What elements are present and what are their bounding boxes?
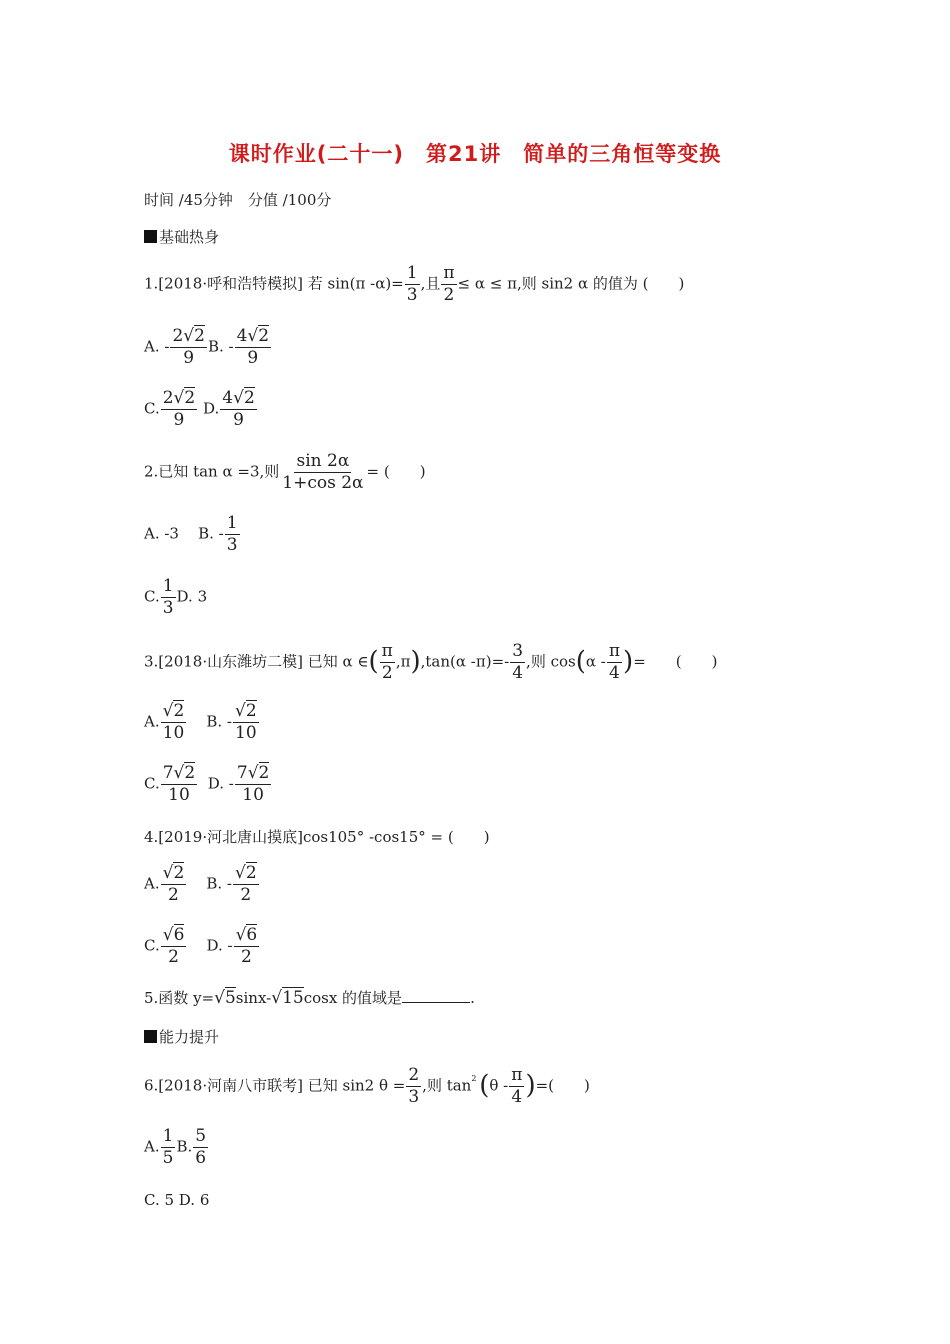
q1-b-radicand: 2 xyxy=(258,326,270,346)
q3-frac-3 xyxy=(607,642,622,683)
q1-stem-a: 1.[2018·呼和浩特模拟] 若 sin(π -α)= xyxy=(144,274,404,293)
sqrt-icon: √ xyxy=(247,763,259,783)
q2-b-den: 3 xyxy=(226,535,238,555)
q3-frac3-num: π xyxy=(608,641,621,661)
q2-option-c-label: C. xyxy=(144,587,160,606)
sqrt-icon: √ xyxy=(183,326,195,346)
q1-c-radicand: 2 xyxy=(184,388,196,408)
q3-stem-c: ,tan(α -π)=- xyxy=(420,652,510,671)
q3-option-b-label: B. - xyxy=(206,712,232,731)
right-paren-icon: ) xyxy=(623,646,634,677)
sqrt-icon: √ xyxy=(235,701,246,721)
q3-c-radicand: 2 xyxy=(184,763,196,783)
q4-b-den: 2 xyxy=(240,885,252,905)
q4-options-cd xyxy=(144,926,260,967)
q6-stem-a: 6.[2018·河南八市联考] 已知 sin2 θ = xyxy=(144,1076,406,1095)
time-score-meta: 时间 ∕45分钟 分值 ∕100分 xyxy=(144,191,332,209)
q6-frac1-den: 3 xyxy=(408,1087,420,1107)
q1-option-b-label: B. - xyxy=(207,337,234,356)
q3-stem-f: = ( ) xyxy=(633,652,718,671)
q6-option-b-label: B. xyxy=(176,1137,193,1156)
q6-options-ab xyxy=(144,1127,209,1168)
q2-option-a: A. -3 xyxy=(144,524,179,543)
sqrt-icon: √ xyxy=(247,326,259,346)
q2-frac-den: 1+cos 2α xyxy=(282,473,364,493)
section-basic-label: 基础热身 xyxy=(159,228,220,246)
q6-frac-2 xyxy=(509,1066,524,1107)
q4-option-a-label: A. xyxy=(144,874,160,893)
q1-b-den: 9 xyxy=(247,348,259,368)
q5-radicand-1: 5 xyxy=(224,988,236,1008)
question-5-stem xyxy=(144,988,475,1008)
q3-frac2-num: 3 xyxy=(512,641,524,661)
q3-option-a-label: A. xyxy=(144,712,160,731)
q2-option-d: D. 3 xyxy=(176,587,208,606)
q3-c-coef: 7 xyxy=(162,763,174,783)
sqrt-icon: √ xyxy=(235,863,246,883)
q5-stem-a: 5.函数 y= xyxy=(144,989,215,1007)
sqrt-icon: √ xyxy=(162,925,174,945)
q1-options-ab xyxy=(144,327,272,368)
sqrt-icon: √ xyxy=(271,988,283,1008)
q1-option-a-label: A. - xyxy=(144,337,170,356)
q3-frac-1 xyxy=(380,642,395,683)
q3-stem-e: α - xyxy=(585,652,606,671)
q3-stem-a: 3.[2018·山东潍坊二模] 已知 α ∈ xyxy=(144,652,369,671)
q1-c-den: 9 xyxy=(173,410,185,430)
q1-stem-b: ,且 xyxy=(420,274,441,293)
q2-option-c-value xyxy=(161,577,176,618)
q3-d-den: 10 xyxy=(242,785,264,805)
section-advanced-label: 能力提升 xyxy=(159,1028,220,1046)
left-paren-icon: ( xyxy=(575,646,586,677)
right-paren-icon: ) xyxy=(410,646,421,677)
q4-option-c-label: C. xyxy=(144,936,160,955)
answer-blank xyxy=(402,988,470,1003)
section-advanced xyxy=(144,1026,219,1047)
q6-b-num: 5 xyxy=(195,1126,207,1146)
question-1-stem xyxy=(144,264,684,305)
q2-c-den: 3 xyxy=(162,598,174,618)
q3-option-c-label: C. xyxy=(144,774,160,793)
q5-radicand-2: 15 xyxy=(282,988,304,1008)
q5-stem-c: cosx 的值域是 xyxy=(303,989,403,1007)
q4-d-den: 2 xyxy=(241,947,252,967)
q1-b-coef: 4 xyxy=(236,326,248,346)
q2-options-ab xyxy=(144,514,241,555)
sqrt-icon: √ xyxy=(233,388,244,408)
q6-frac2-num: π xyxy=(511,1065,523,1085)
q6-frac-1 xyxy=(406,1066,421,1107)
q4-option-d-label: D. - xyxy=(206,936,233,955)
q6-options-cd: C. 5 D. 6 xyxy=(144,1191,210,1209)
q3-a-den: 10 xyxy=(162,723,185,743)
q6-option-a-label: A. xyxy=(144,1137,160,1156)
q3-d-radicand: 2 xyxy=(258,763,270,783)
q1-frac2-den: 2 xyxy=(443,285,455,305)
q3-stem-d: ,则 cos xyxy=(526,652,576,671)
q4-c-radicand: 6 xyxy=(173,925,185,945)
q2-c-num: 1 xyxy=(162,576,174,596)
q3-d-coef: 7 xyxy=(236,763,248,783)
right-paren-icon: ) xyxy=(525,1070,536,1101)
q4-option-b-label: B. - xyxy=(206,874,232,893)
q4-c-den: 2 xyxy=(168,947,179,967)
q3-frac3-den: 4 xyxy=(609,663,620,683)
q1-frac-1 xyxy=(405,264,420,305)
left-paren-icon: ( xyxy=(368,646,379,677)
q1-a-den: 9 xyxy=(183,348,195,368)
q2-frac-num: sin 2α xyxy=(296,451,350,471)
q2-stem-a: 2.已知 tan α =3,则 xyxy=(144,462,280,481)
q1-a-coef: 2 xyxy=(172,326,184,346)
square-bullet-icon xyxy=(144,1030,157,1043)
q3-a-radicand: 2 xyxy=(173,701,185,721)
q3-c-den: 10 xyxy=(168,785,190,805)
q2-b-num: 1 xyxy=(226,513,238,533)
q3-b-den: 10 xyxy=(235,723,257,743)
q6-a-num: 1 xyxy=(162,1126,174,1146)
q6-b-den: 6 xyxy=(195,1148,207,1168)
sqrt-icon: √ xyxy=(214,988,225,1008)
q2-options-cd xyxy=(144,577,207,618)
q1-frac-2 xyxy=(441,264,456,305)
q1-option-c-value xyxy=(161,389,198,430)
q1-stem-c: ≤ α ≤ π,则 sin2 α 的值为 ( ) xyxy=(457,274,685,293)
q1-option-b-value xyxy=(235,327,272,368)
q3-option-d-label: D. - xyxy=(207,774,234,793)
section-basic xyxy=(144,226,219,247)
q1-option-a-value xyxy=(170,327,207,368)
q5-stem-d: . xyxy=(470,989,475,1007)
q4-option-c-value xyxy=(161,926,187,967)
question-6-stem xyxy=(144,1066,590,1107)
q6-superscript: 2 xyxy=(471,1073,477,1083)
q1-d-radicand: 2 xyxy=(243,388,255,408)
q3-frac1-num: π xyxy=(381,641,393,661)
sqrt-icon: √ xyxy=(162,701,174,721)
q2-stem-b: = ( ) xyxy=(366,462,426,481)
q3-option-d-value xyxy=(235,764,272,805)
q6-option-b-value xyxy=(193,1127,208,1168)
q3-option-b-value xyxy=(233,702,259,743)
square-bullet-icon xyxy=(144,230,157,243)
question-2-stem xyxy=(144,452,426,493)
q4-b-radicand: 2 xyxy=(245,863,257,883)
q4-d-radicand: 6 xyxy=(246,925,258,945)
q3-frac2-den: 4 xyxy=(512,663,524,683)
sqrt-icon: √ xyxy=(173,388,185,408)
q1-option-d-value xyxy=(220,389,257,430)
q1-a-radicand: 2 xyxy=(194,326,205,346)
q6-frac1-num: 2 xyxy=(408,1065,420,1085)
q4-a-radicand: 2 xyxy=(173,863,185,883)
q2-option-b-value xyxy=(225,514,240,555)
page-title: 课时作业(二十一) 第21讲 简单的三角恒等变换 xyxy=(228,142,722,166)
sqrt-icon: √ xyxy=(235,925,247,945)
q6-stem-b: ,则 tan xyxy=(422,1076,472,1095)
q3-b-radicand: 2 xyxy=(245,701,257,721)
q3-frac1-den: 2 xyxy=(381,663,393,683)
q1-d-den: 9 xyxy=(233,410,244,430)
question-3-stem xyxy=(144,642,717,683)
q4-option-a-value xyxy=(161,864,187,905)
q5-stem-b: sinx- xyxy=(235,989,272,1007)
q1-option-c-label: C. xyxy=(144,399,160,418)
q3-stem-b: ,π xyxy=(395,652,411,671)
q1-frac2-num: π xyxy=(443,263,455,283)
q6-stem-d: =( ) xyxy=(535,1076,590,1095)
q6-frac2-den: 4 xyxy=(511,1087,523,1107)
q4-options-ab xyxy=(144,864,260,905)
q2-frac xyxy=(280,452,365,493)
q6-option-a-value xyxy=(161,1127,176,1168)
q6-stem-c: θ - xyxy=(489,1076,509,1095)
q3-options-cd xyxy=(144,764,272,805)
q1-c-coef: 2 xyxy=(162,388,174,408)
q1-d-coef: 4 xyxy=(222,388,234,408)
q2-option-b-label: B. - xyxy=(198,524,224,543)
q1-options-cd xyxy=(144,389,258,430)
q3-option-a-value xyxy=(161,702,187,743)
q4-a-den: 2 xyxy=(168,885,179,905)
sqrt-icon: √ xyxy=(162,863,174,883)
q1-option-d-label: D. xyxy=(203,399,220,418)
q1-frac1-num: 1 xyxy=(406,263,418,283)
q4-option-d-value xyxy=(234,926,260,967)
left-paren-icon: ( xyxy=(479,1070,490,1101)
q3-options-ab xyxy=(144,702,260,743)
q6-a-den: 5 xyxy=(162,1148,174,1168)
q3-frac-2 xyxy=(510,642,525,683)
q1-frac1-den: 3 xyxy=(406,285,418,305)
sqrt-icon: √ xyxy=(173,763,185,783)
q3-option-c-value xyxy=(161,764,198,805)
question-4-stem: 4.[2019·河北唐山摸底]cos105° -cos15° = ( ) xyxy=(144,828,490,846)
q4-option-b-value xyxy=(233,864,259,905)
